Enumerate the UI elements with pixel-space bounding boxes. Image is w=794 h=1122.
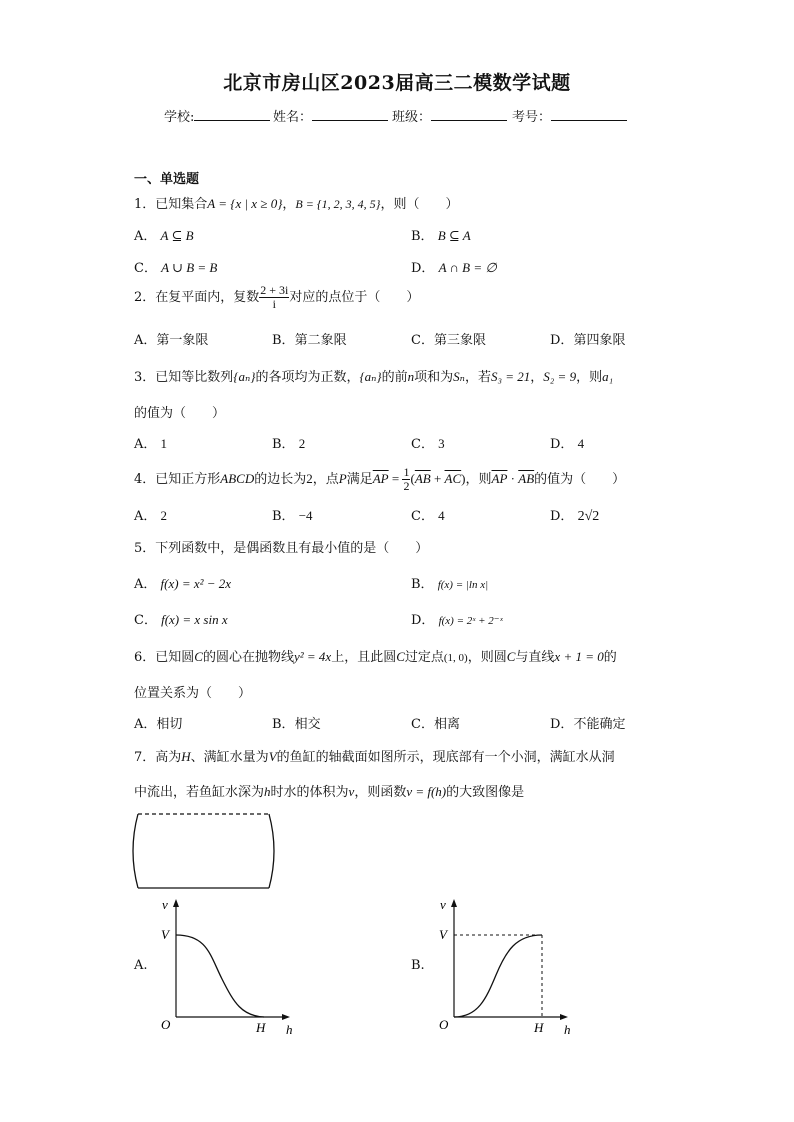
q2-option-a[interactable] xyxy=(134,329,208,348)
option-text: A ∪ B = B xyxy=(161,260,218,275)
q2-frac-num: 2 + 3i xyxy=(260,283,289,297)
q3-text-e: ，若 xyxy=(464,370,491,385)
graph-b-H-mark: H xyxy=(534,1020,544,1035)
q2-option-b[interactable] xyxy=(272,329,347,348)
q7-v: v xyxy=(348,784,355,799)
option-label: A． xyxy=(134,229,157,244)
option-label: B． xyxy=(272,509,295,524)
option-text: 2 xyxy=(160,508,168,523)
q4-vec-ab: $\overline{AB}$ xyxy=(414,471,431,486)
q3-seq: {aₙ} xyxy=(233,369,256,384)
q4-half-num: 1 xyxy=(403,465,410,479)
school-blank[interactable] xyxy=(194,108,270,121)
q4-text-a: 4．已知正方形 xyxy=(134,472,221,487)
q3-option-a[interactable] xyxy=(134,433,167,452)
option-label: B． xyxy=(272,717,295,732)
q5-option-d[interactable] xyxy=(411,609,503,628)
q6-text-b: 的圆心在抛物线 xyxy=(202,650,294,665)
graph-a-origin: O xyxy=(161,1017,171,1032)
q7-text-a: 7．高为 xyxy=(134,750,182,765)
graph-b-v-label: v xyxy=(440,897,446,912)
q6-text-g: 与直线 xyxy=(515,650,555,665)
q7-V: V xyxy=(268,749,277,764)
q4-option-b[interactable] xyxy=(272,505,313,524)
q6-option-a[interactable] xyxy=(134,713,182,732)
q6-option-d[interactable] xyxy=(550,713,625,732)
option-text: 2 xyxy=(298,436,306,451)
option-text: 2√2 xyxy=(577,509,600,524)
name-label: 姓名： xyxy=(273,110,313,125)
q3-n: n xyxy=(407,369,415,384)
q7-text-line2-a: 中流出，若鱼缸水深为 xyxy=(134,785,265,800)
option-text: f(x) = x sin x xyxy=(161,612,228,627)
q7-H: H xyxy=(181,749,191,764)
option-label: B． xyxy=(411,577,434,592)
option-label: D． xyxy=(411,613,435,628)
q4-eq: = xyxy=(388,471,403,486)
graph-a-h-label: h xyxy=(286,1022,293,1037)
q2-fraction xyxy=(259,284,289,311)
option-label: B． xyxy=(272,437,295,452)
q3-text-f: ， xyxy=(530,370,544,385)
option-label: C． xyxy=(134,261,157,276)
q4-two: 2 xyxy=(306,471,313,486)
q4-vec-ap: $\overline{AP}$ xyxy=(372,471,389,486)
graph-b-V-mark: V xyxy=(439,927,447,942)
q7-text-line2-d: 的大致图像是 xyxy=(446,785,525,800)
question-7-stem xyxy=(134,746,615,765)
option-label: A． xyxy=(134,717,157,732)
option-label: A． xyxy=(134,333,157,348)
graph-a-v-arrow xyxy=(173,899,179,907)
school-field[interactable] xyxy=(164,106,270,125)
q3-text-d: 项和为 xyxy=(414,370,454,385)
q1-suffix: ，则（ ） xyxy=(380,197,459,212)
q7-text-line2-b: 时水的体积为 xyxy=(270,785,349,800)
q6-line: x + 1 = 0 xyxy=(554,649,604,664)
option-label: B． xyxy=(272,333,295,348)
q4-text-e: ，则 xyxy=(465,472,492,487)
q3-text-c: 的前 xyxy=(381,370,408,385)
q7-text-c: 的鱼缸的轴截面如图所示，现底部有一个小洞，满缸水从洞 xyxy=(276,750,615,765)
q1-option-b[interactable] xyxy=(411,225,471,244)
q6-point: (1, 0) xyxy=(443,652,468,664)
q1-option-a[interactable] xyxy=(134,225,194,244)
q1-prefix: 1．已知集合 xyxy=(134,197,208,212)
option-text: 相切 xyxy=(156,717,183,732)
option-label: C． xyxy=(411,333,434,348)
class-blank[interactable] xyxy=(431,108,507,121)
number-blank[interactable] xyxy=(551,108,627,121)
graph-b-curve xyxy=(454,935,542,1017)
q4-dot: · xyxy=(507,471,519,486)
option-text: 3 xyxy=(438,436,445,451)
class-field[interactable] xyxy=(392,106,507,125)
q2-suffix: 对应的点位于（ ） xyxy=(289,290,420,305)
graph-a-label[interactable]: A. xyxy=(134,958,148,973)
option-label: B． xyxy=(411,229,434,244)
graph-a-v-label: v xyxy=(162,897,168,912)
option-text: B ⊆ A xyxy=(437,228,471,243)
q7-text-b: 、满缸水量为 xyxy=(190,750,269,765)
graph-b-origin: O xyxy=(439,1017,449,1032)
q2-option-d[interactable] xyxy=(550,329,625,348)
q6-text-a: 6．已知圆 xyxy=(134,650,195,665)
fish-tank-figure xyxy=(128,808,278,894)
graph-b[interactable] xyxy=(430,895,580,1037)
question-2-stem xyxy=(134,284,419,311)
q1-sep: ， xyxy=(282,197,296,212)
graph-a-V-mark: V xyxy=(161,927,169,942)
graph-a-curve xyxy=(176,935,264,1017)
q4-text-f: 的值为（ ） xyxy=(534,472,626,487)
q7-text-line2-c: ，则函数 xyxy=(354,785,407,800)
q4-half-den: 2 xyxy=(403,479,410,493)
graph-b-h-arrow xyxy=(560,1014,568,1020)
q5-option-b[interactable] xyxy=(411,573,488,592)
question-6-stem xyxy=(134,646,617,665)
q4-text-b: 的边长为 xyxy=(254,472,307,487)
graph-a-h-arrow xyxy=(282,1014,290,1020)
q5-option-c[interactable] xyxy=(134,609,228,628)
option-label: C． xyxy=(411,509,434,524)
q3-a1: a₁ xyxy=(602,369,614,384)
option-label: C． xyxy=(411,717,434,732)
option-text: f(x) = 2ˣ + 2⁻ˣ xyxy=(438,615,503,627)
q6-c3: C xyxy=(506,649,516,664)
q3-option-c[interactable] xyxy=(411,433,445,452)
q4-option-a[interactable] xyxy=(134,505,167,524)
q6-text-f: ，则圆 xyxy=(467,650,507,665)
q3-sn: Sₙ xyxy=(453,369,465,384)
option-text: 第一象限 xyxy=(156,333,209,348)
q6-c2: C xyxy=(396,649,405,664)
option-label: D． xyxy=(550,437,574,452)
option-text: 4 xyxy=(577,436,585,451)
q4-abcd: ABCD xyxy=(220,471,255,486)
option-label: A． xyxy=(134,437,157,452)
q4-option-c[interactable] xyxy=(411,505,445,524)
q6-option-b[interactable] xyxy=(272,713,321,732)
q4-option-d[interactable] xyxy=(550,505,599,525)
school-label: 学校: xyxy=(164,110,195,125)
tank-left-wall xyxy=(133,814,138,888)
q4-vec-ab-2: $\overline{AB}$ xyxy=(518,471,535,486)
option-text: 相离 xyxy=(433,717,460,732)
option-text: f(x) = x² − 2x xyxy=(160,576,232,591)
q3-option-b[interactable] xyxy=(272,433,305,452)
option-text: A ∩ B = ∅ xyxy=(438,260,497,275)
question-7-line-2 xyxy=(134,781,524,800)
page-title: 北京市房山区2023届高三二模数学试题 xyxy=(223,72,571,94)
question-3-line-2: 的值为（ ） xyxy=(134,406,226,421)
graph-a[interactable] xyxy=(152,895,302,1037)
q1-option-d[interactable] xyxy=(411,257,497,276)
question-4-stem: 4．已知正方形ABCD的边长为2，点P满足$\overline{AP}$ = $\frac{1}{2}$ $(\overline{AB} + \overline{AC})$，则$\overline{AP} \cdot \overline{AB}$的值为（ ） xyxy=(134,465,626,493)
option-label: C． xyxy=(134,613,157,628)
question-1-stem xyxy=(134,193,458,212)
section-heading: 一、单选题 xyxy=(134,172,200,187)
q4-p: P xyxy=(338,471,347,486)
name-blank[interactable] xyxy=(312,108,388,121)
q4-vec-ac: $\overline{AC}$ xyxy=(444,471,462,486)
class-label: 班级： xyxy=(392,110,432,125)
q4-text-d: 满足 xyxy=(346,472,373,487)
option-text: −4 xyxy=(298,508,313,523)
q2-option-c[interactable] xyxy=(411,329,486,348)
option-label: D． xyxy=(550,717,574,732)
q6-text-d: 上，且此圆 xyxy=(331,650,397,665)
q1-set-b: B = {1, 2, 3, 4, 5} xyxy=(295,197,381,211)
q6-text-h: 的 xyxy=(603,650,617,665)
q3-s2: S₂ = 9 xyxy=(543,369,577,384)
graph-b-label[interactable]: B. xyxy=(411,958,425,973)
number-field[interactable] xyxy=(512,106,627,125)
q6-c1: C xyxy=(194,649,203,664)
option-label: A． xyxy=(134,577,157,592)
q2-prefix: 2．在复平面内，复数 xyxy=(134,290,260,305)
option-text: f(x) = |ln x| xyxy=(437,579,489,591)
q4-text-c: ，点 xyxy=(312,472,339,487)
question-6-line-2: 位置关系为（ ） xyxy=(134,686,252,701)
graph-a-H-mark: H xyxy=(256,1020,266,1035)
question-3-stem xyxy=(134,366,613,385)
q3-text-g: ，则 xyxy=(576,370,603,385)
option-text: 第四象限 xyxy=(573,333,626,348)
q5-option-a[interactable] xyxy=(134,573,231,592)
q4-vec-ap-2: $\overline{AP}$ xyxy=(491,471,508,486)
graph-b-h-label: h xyxy=(564,1022,571,1037)
q7-func: v = f(h) xyxy=(406,784,447,799)
option-label: D． xyxy=(550,509,574,524)
graph-b-v-arrow xyxy=(451,899,457,907)
option-text: 4 xyxy=(438,508,445,523)
option-text: 第二象限 xyxy=(294,333,347,348)
q6-option-c[interactable] xyxy=(411,713,460,732)
q3-s3: S₃ = 21 xyxy=(490,369,531,384)
option-text: 相交 xyxy=(294,717,321,732)
q6-text-e: 过定点 xyxy=(404,650,444,665)
q3-text-b: 的各项均为正数， xyxy=(255,370,360,385)
question-5-stem: 5．下列函数中，是偶函数且有最小值的是（ ） xyxy=(134,541,429,556)
option-label: C． xyxy=(411,437,434,452)
name-field[interactable] xyxy=(273,106,388,125)
q1-option-c[interactable] xyxy=(134,257,217,276)
q1-set-a: A = {x | x ≥ 0} xyxy=(207,196,283,211)
q3-option-d[interactable] xyxy=(550,433,584,452)
q6-parabola: y² = 4x xyxy=(293,649,332,664)
option-text: A ⊆ B xyxy=(160,228,194,243)
number-label: 考号： xyxy=(512,110,552,125)
q4-plus: + xyxy=(430,471,445,486)
option-label: D． xyxy=(411,261,435,276)
option-label: A． xyxy=(134,509,157,524)
option-label: D． xyxy=(550,333,574,348)
q3-seq-2: {aₙ} xyxy=(359,369,382,384)
option-text: 不能确定 xyxy=(573,717,626,732)
option-text: 1 xyxy=(160,436,168,451)
tank-right-wall xyxy=(269,814,274,888)
option-text: 第三象限 xyxy=(433,333,486,348)
q7-h: h xyxy=(264,784,271,799)
q2-frac-den: i xyxy=(272,297,276,311)
q3-text-a: 3．已知等比数列 xyxy=(134,370,234,385)
